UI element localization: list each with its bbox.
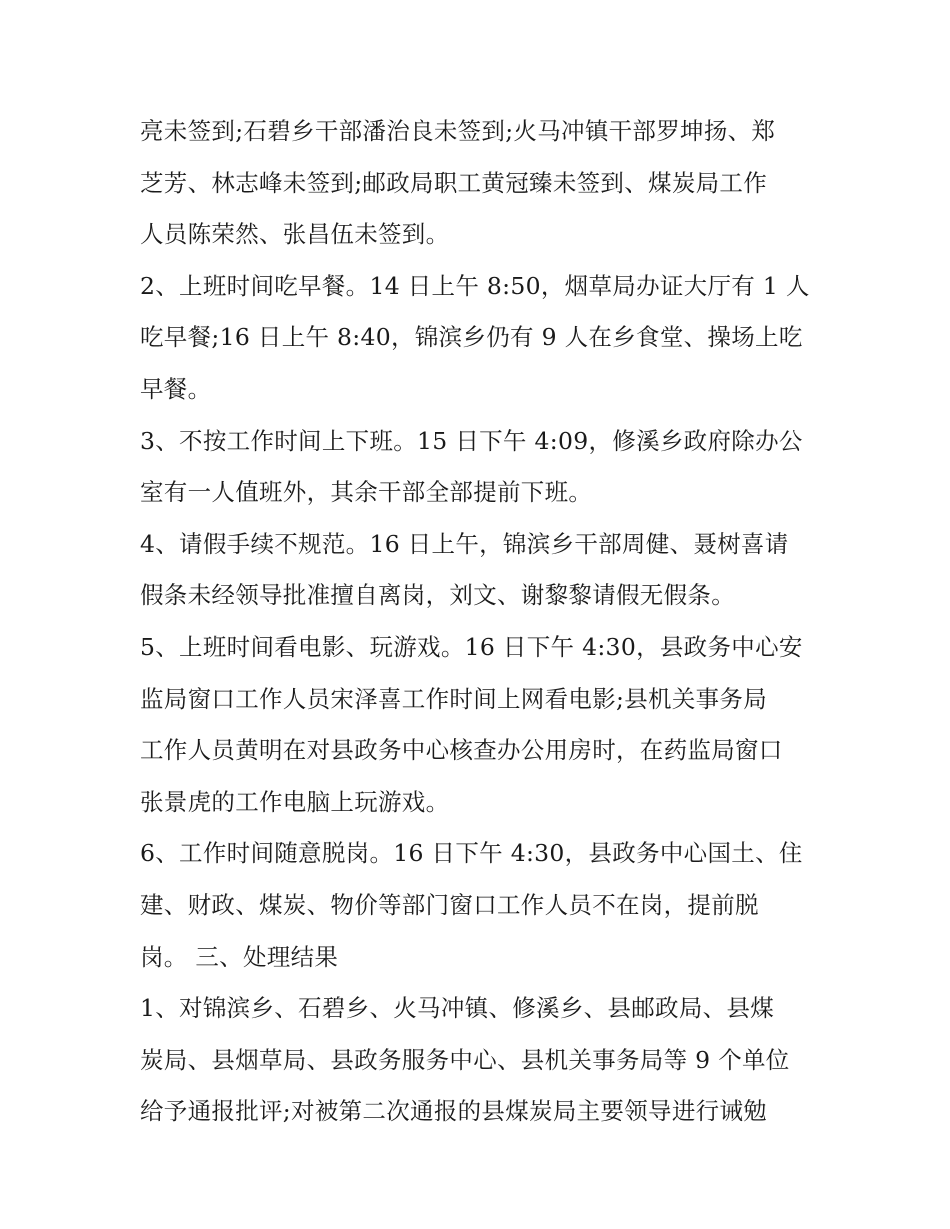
- text-line: 岗。 三、处理结果: [140, 942, 339, 971]
- text-line: 2、上班时间吃早餐。14 日上午 8:50，烟草局办证大厅有 1 人: [140, 271, 810, 300]
- text-line: 亮未签到;石碧乡干部潘治良未签到;火马冲镇干部罗坤扬、郑: [140, 117, 776, 145]
- text-line: 5、上班时间看电影、玩游戏。16 日下午 4:30，县政务中心安: [140, 632, 803, 661]
- text-line: 工作人员黄明在对县政务中心核查办公用房时，在药监局窗口: [140, 736, 783, 765]
- text-line: 6、工作时间随意脱岗。16 日下午 4:30，县政务中心国土、住: [140, 839, 803, 868]
- text-line: 假条未经领导批准擅自离岗，刘文、谢黎黎请假无假条。: [140, 581, 735, 610]
- text-line: 1、对锦滨乡、石碧乡、火马冲镇、修溪乡、县邮政局、县煤: [140, 994, 775, 1023]
- text-line: 人员陈荣然、张昌伍未签到。: [140, 220, 450, 249]
- body-text: [140, 106, 820, 1138]
- text-line: 4、请假手续不规范。16 日上午，锦滨乡干部周健、聂树喜请: [140, 529, 789, 558]
- text-line: 监局窗口工作人员宋泽喜工作时间上网看电影;县机关事务局: [140, 684, 768, 713]
- text-line: 早餐。: [140, 374, 212, 403]
- text-line: 给予通报批评;对被第二次通报的县煤炭局主要领导进行诫勉: [140, 1097, 768, 1126]
- text-line: 芝芳、林志峰未签到;邮政局职工黄冠臻未签到、煤炭局工作: [140, 168, 768, 197]
- text-line: 张景虎的工作电脑上玩游戏。: [140, 787, 450, 816]
- text-line: 建、财政、煤炭、物价等部门窗口工作人员不在岗，提前脱: [140, 890, 759, 919]
- text-line: 炭局、县烟草局、县政务服务中心、县机关事务局等 9 个单位: [140, 1045, 790, 1074]
- text-line: 吃早餐;16 日上午 8:40，锦滨乡仍有 9 人在乡食堂、操场上吃: [140, 323, 803, 352]
- text-line: 室有一人值班外，其余干部全部提前下班。: [140, 478, 593, 507]
- text-line: 3、不按工作时间上下班。15 日下午 4:09，修溪乡政府除办公: [140, 426, 803, 455]
